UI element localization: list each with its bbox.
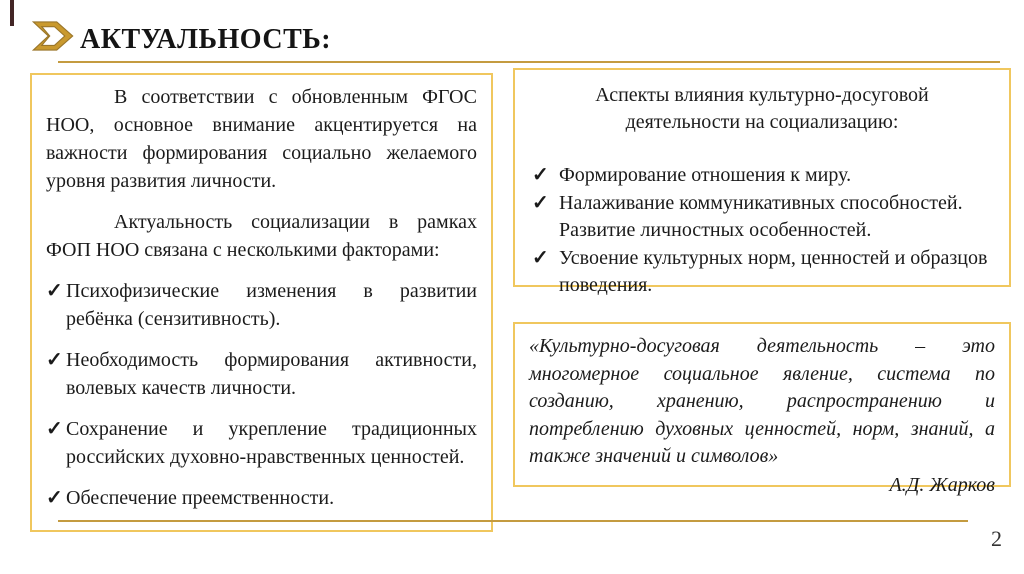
check-mark-icon: ✓ bbox=[46, 487, 63, 509]
quote-text: «Культурно-досуговая деятельность – это многомерное социальное явление, система по созданию, хранению, распространению и потреблению духовных ценностей, норм, знаний, а также значений и символов» bbox=[529, 335, 995, 467]
quote-box bbox=[513, 322, 1011, 496]
bullet-text: Психофизические изменения в развитии ребёнка (сензитивность). bbox=[66, 280, 477, 330]
check-mark-icon: ✓ bbox=[532, 247, 549, 269]
page-number: 2 bbox=[991, 526, 1002, 551]
paragraph: В соответствии с обновленным ФГОС НОО, основное внимание акцентируется на важности формирования социально желаемого уровня развития личности. bbox=[46, 86, 477, 192]
bottom-rule bbox=[58, 520, 968, 522]
quote-attribution: А.Д. Жарков bbox=[889, 473, 995, 496]
check-mark-icon: ✓ bbox=[532, 192, 549, 214]
check-mark-icon: ✓ bbox=[46, 418, 63, 440]
aspects-heading: Аспекты влияния культурно-досуговой деятельности на социализацию: bbox=[595, 84, 929, 133]
aspects-bullet-list bbox=[529, 162, 995, 299]
bullet-item bbox=[46, 415, 477, 471]
bullet-text: Усвоение культурных норм, ценностей и образцов поведения. bbox=[559, 247, 988, 296]
bullet-item bbox=[529, 245, 995, 299]
corner-accent-bar bbox=[10, 0, 14, 26]
title-underline bbox=[58, 61, 1000, 63]
check-mark-icon: ✓ bbox=[532, 164, 549, 186]
paragraph: Актуальность социализации в рамках ФОП НОО связана с несколькими факторами: bbox=[46, 211, 477, 261]
bullet-item bbox=[529, 190, 995, 244]
paragraph-list bbox=[46, 83, 477, 264]
bullet-item bbox=[46, 346, 477, 402]
bullet-text: Налаживание коммуникативных способностей. Развитие личностных особенностей. bbox=[559, 192, 963, 241]
slide-title: АКТУАЛЬНОСТЬ: bbox=[80, 24, 332, 55]
bullet-text: Сохранение и укрепление традиционных российских духовно-нравственных ценностей. bbox=[66, 418, 477, 468]
bullet-text: Необходимость формирования активности, волевых качеств личности. bbox=[66, 349, 477, 399]
bullet-text: Обеспечение преемственности. bbox=[66, 487, 335, 509]
bullet-item bbox=[46, 277, 477, 333]
bullet-text: Формирование отношения к миру. bbox=[559, 164, 852, 186]
check-mark-icon: ✓ bbox=[46, 349, 63, 371]
bullet-item bbox=[46, 484, 477, 512]
bullet-item bbox=[529, 162, 995, 189]
check-mark-icon: ✓ bbox=[46, 280, 63, 302]
left-text-box bbox=[30, 73, 493, 532]
aspects-box bbox=[513, 68, 1011, 296]
double-chevron-right-icon bbox=[32, 21, 74, 51]
left-bullet-list bbox=[46, 277, 477, 512]
